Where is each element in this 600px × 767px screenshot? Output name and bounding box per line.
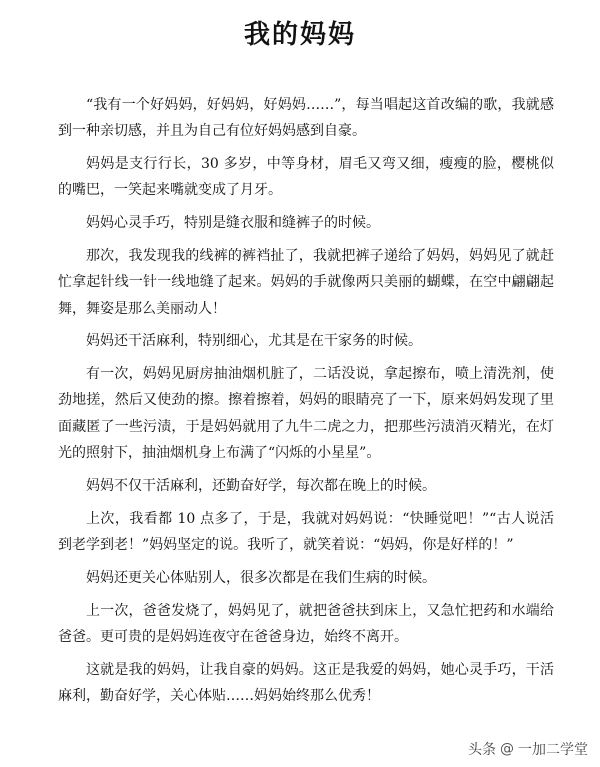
paragraph-2: 妈妈是支行行长，30 多岁，中等身材，眉毛又弯又细，瘦瘦的脸，樱桃似的嘴巴，一笑起来嘴就变成了月牙。 bbox=[58, 156, 554, 199]
paragraph-10: 上一次，爸爸发烧了，妈妈见了，就把爸爸扶到床上，又急忙把药和水端给爸爸。更可贵的是妈妈连夜守在爸爸身边，始终不离开。 bbox=[58, 602, 554, 645]
paragraph-4: 那次，我发现我的线裤的裤裆扯了，我就把裤子递给了妈妈，妈妈见了就赶忙拿起针线一针一线地缝了起来。妈妈的手就像两只美丽的蝴蝶，在空中翩翩起舞，舞姿是那么美丽动人！ bbox=[58, 247, 554, 317]
watermark bbox=[468, 739, 588, 759]
watermark-platform: 头条 bbox=[468, 742, 496, 758]
paragraph-7: 妈妈不仅干活麻利，还勤奋好学，每次都在晚上的时候。 bbox=[86, 477, 436, 494]
paragraph-11: 这就是我的妈妈，让我自豪的妈妈。这正是我爱的妈妈，她心灵手巧，干活麻利，勤奋好学，关心体贴……妈妈始终那么优秀！ bbox=[58, 661, 554, 704]
watermark-account: 一加二学堂 bbox=[518, 742, 588, 758]
paragraph-5: 妈妈还干活麻利，特别细心，尤其是在干家务的时候。 bbox=[86, 333, 422, 350]
paragraph-9: 妈妈还更关心体贴别人，很多次都是在我们生病的时候。 bbox=[86, 569, 436, 586]
paragraph-1: “我有一个好妈妈，好妈妈，好妈妈……”，每当唱起这首改编的歌，我就感到一种亲切感，并且为自己有位好妈妈感到自豪。 bbox=[58, 97, 554, 140]
paragraph-3: 妈妈心灵手巧，特别是缝衣服和缝裤子的时候。 bbox=[86, 215, 380, 232]
essay-body bbox=[58, 92, 554, 716]
watermark-at-symbol: @ bbox=[500, 741, 514, 757]
paragraph-6: 有一次，妈妈见厨房抽油烟机脏了，二话没说，拿起擦布，喷上清洗剂，使劲地搓，然后又使劲的擦。擦着擦着，妈妈的眼睛亮了一下，原来妈妈发现了里面藏匿了一些污渍，于是妈妈就用了九牛二虎之力，把那些污渍消灭精光，在灯光的照射下，抽油烟机身上布满了“闪烁的小星星”。 bbox=[58, 366, 554, 462]
essay-title: 我的妈妈 bbox=[243, 20, 356, 50]
paragraph-8: 上次，我看都 10 点多了，于是，我就对妈妈说：“快睡觉吧！”“古人说活到老学到老！”妈妈坚定的说。我听了，就笑着说：“妈妈，你是好样的！” bbox=[58, 510, 554, 553]
